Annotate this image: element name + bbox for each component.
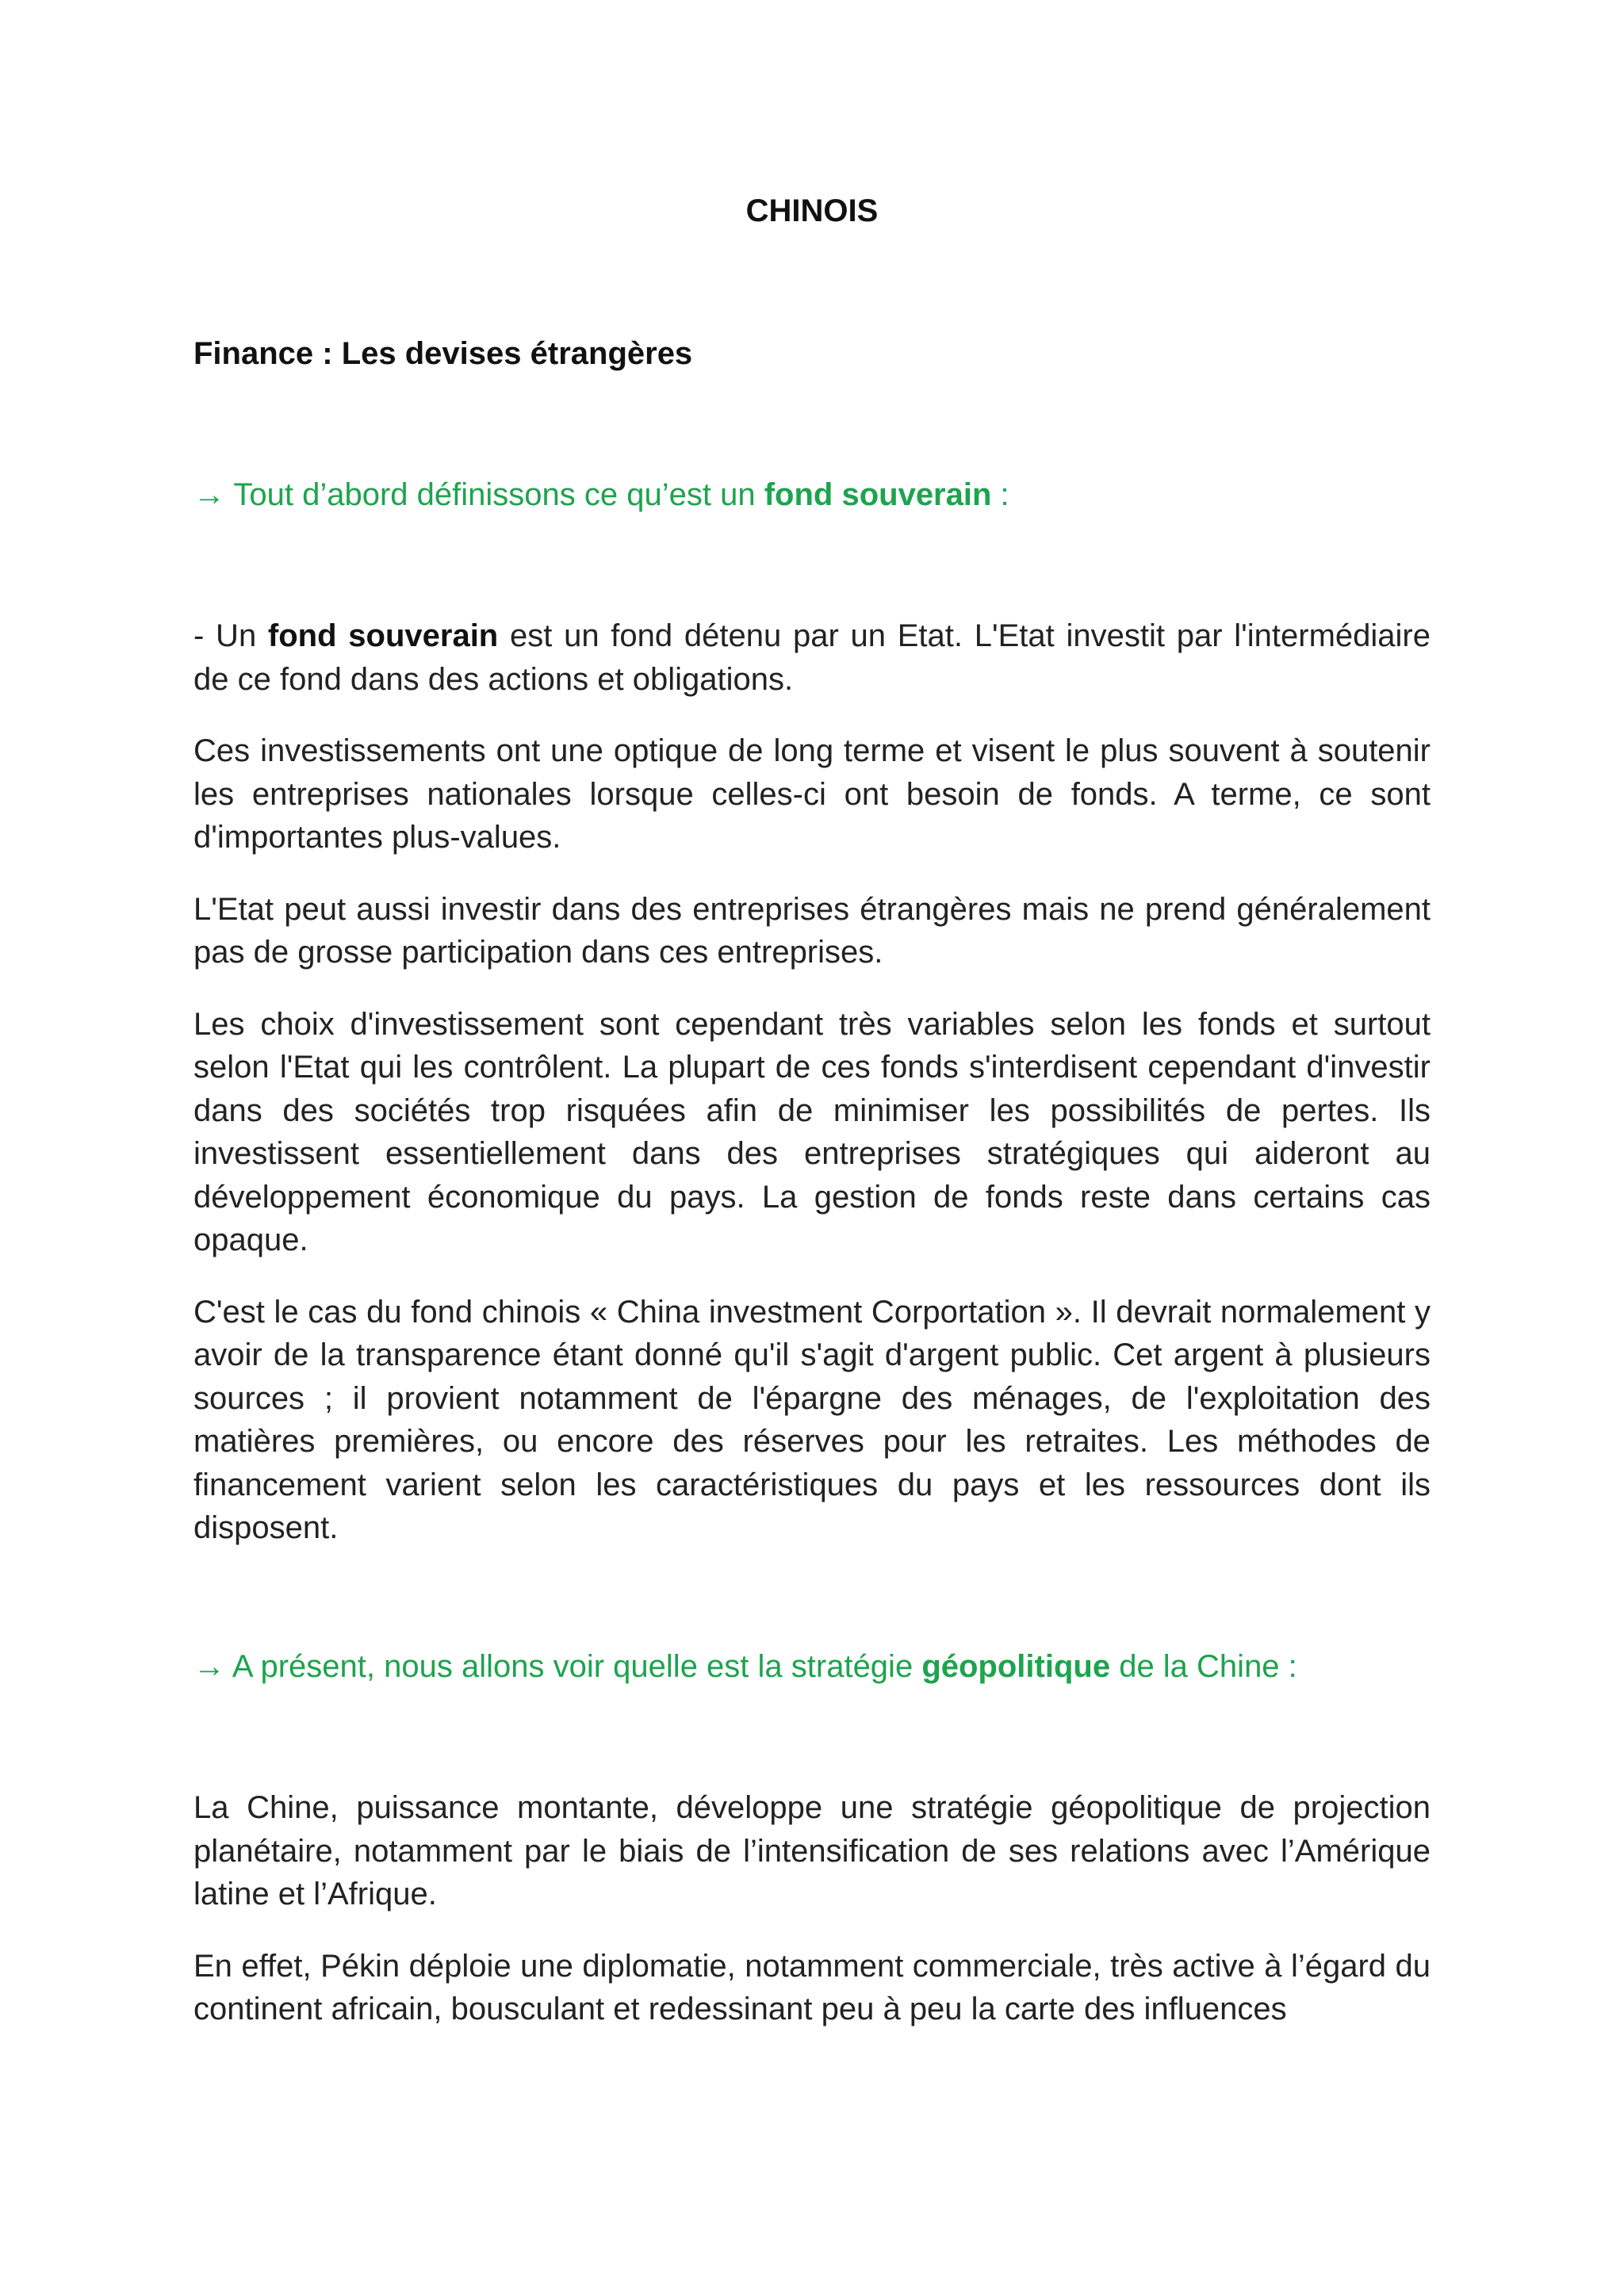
section-heading: Finance : Les devises étrangères bbox=[193, 336, 693, 371]
paragraph-prefix: - Un bbox=[193, 618, 268, 653]
intro-text: Tout d’abord définissons ce qu’est un bbox=[225, 477, 764, 512]
paragraph: Ces investissements ont une optique de long terme et visent le plus souvent à soutenir les entreprises nationales lorsque celles-ci ont besoin de fonds. A terme, ce sont d'importantes plus-values. bbox=[193, 733, 1431, 855]
paragraph-text: est un fond détenu par un Etat. L'Etat investit par l'intermédiaire de ce fond dans des actions et obligations. bbox=[193, 618, 1431, 697]
paragraph: La Chine, puissance montante, développe une stratégie géopolitique de projection planétaire, notamment par le biais de l’intensification de ses relations avec l’Amérique latine et l’Afrique. bbox=[193, 1790, 1431, 1911]
paragraph: Les choix d'investissement sont cependant très variables selon les fonds et surtout selon l'Etat qui les contrôlent. La plupart de ces fonds s'interdisent cependant d'investir dans des sociétés trop risquées afin de minimiser les possibilités de pertes. Ils investissent essentiellement dans des entreprises stratégiques qui aideront au développement économique du pays. La gestion de fonds reste dans certains cas opaque. bbox=[193, 1006, 1431, 1257]
page-title: CHINOIS bbox=[745, 193, 879, 228]
sovereign-fund-body bbox=[193, 614, 1431, 1578]
geopolitics-body bbox=[193, 1786, 1431, 2060]
paragraph bbox=[193, 614, 1431, 701]
section-intro-sovereign-fund bbox=[193, 473, 1009, 517]
paragraph: En effet, Pékin déploie une diplomatie, notamment commerciale, très active à l’égard du continent africain, bousculant et redessinant peu à peu la carte des influences bbox=[193, 1948, 1431, 2026]
paragraph: L'Etat peut aussi investir dans des entreprises étrangères mais ne prend généralement pas de grosse participation dans ces entreprises. bbox=[193, 891, 1431, 970]
intro-keyword: fond souverain bbox=[764, 477, 992, 512]
section-intro-geopolitics bbox=[193, 1644, 1297, 1689]
arrow-icon: → bbox=[193, 477, 225, 512]
intro-keyword: géopolitique bbox=[921, 1649, 1111, 1684]
intro-text-end: de la Chine : bbox=[1110, 1649, 1297, 1684]
arrow-icon: → bbox=[193, 1649, 225, 1684]
paragraph-keyword: fond souverain bbox=[267, 618, 499, 653]
intro-text: A présent, nous allons voir quelle est la stratégie bbox=[225, 1649, 922, 1684]
intro-text-end: : bbox=[991, 477, 1009, 512]
paragraph: C'est le cas du fond chinois « China investment Corportation ». Il devrait normalement y avoir de la transparence étant donné qu'il s'agit d'argent public. Cet argent à plusieurs sources ; il provient notamment de l'épargne des ménages, de l'exploitation des matières premières, ou encore des réserves pour les retraites. Les méthodes de financement varient selon les caractéristiques du pays et les ressources dont ils disposent. bbox=[193, 1294, 1431, 1545]
